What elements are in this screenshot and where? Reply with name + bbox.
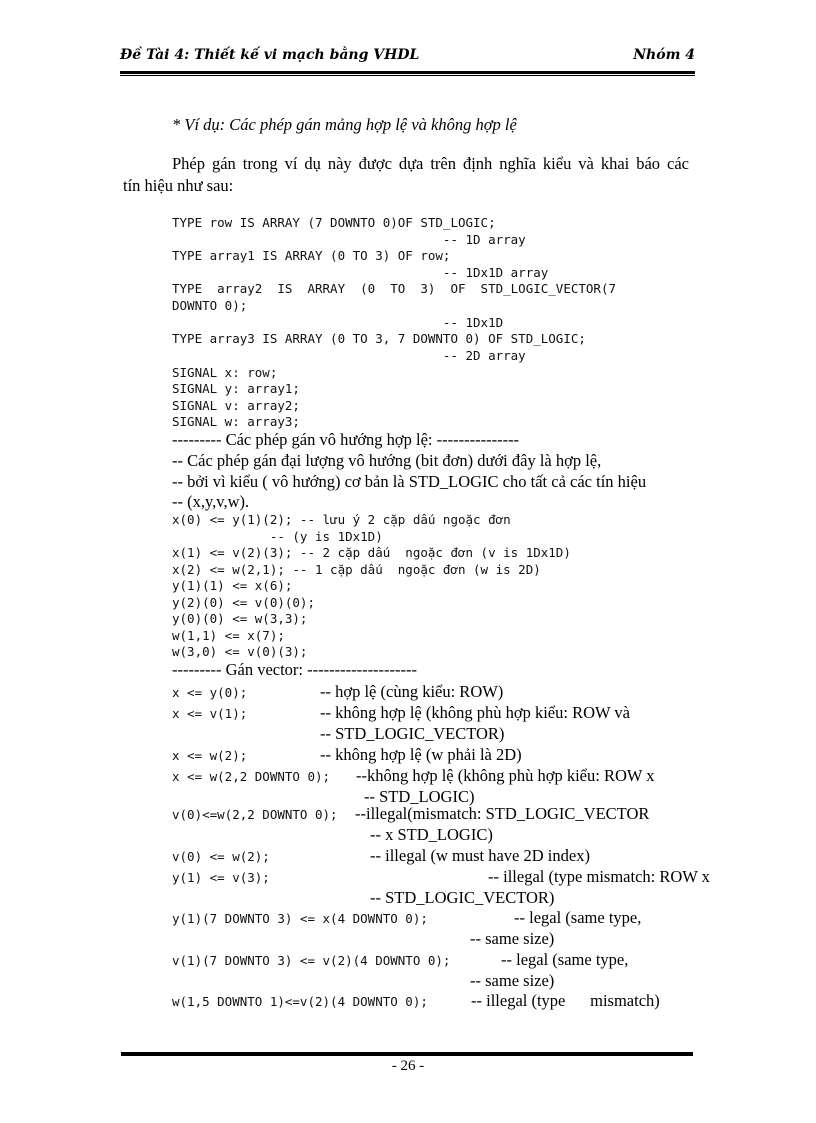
code-line: y(0)(0) <= w(3,3);	[172, 611, 308, 626]
code-line: x(1) <= v(2)(3); -- 2 cặp dấu ngoặc đơn (v is 1Dx1D)	[172, 545, 571, 560]
code-line: w(1,1) <= x(7);	[172, 628, 285, 643]
header-title: Đề Tài 4: Thiết kế vi mạch bằng VHDL	[120, 47, 420, 63]
code-line: TYPE row IS ARRAY (7 DOWNTO 0)OF STD_LOGIC;	[172, 215, 496, 230]
code-line: v(1)(7 DOWNTO 3) <= v(2)(4 DOWNTO 0);	[172, 953, 451, 968]
comment-line: -- hợp lệ (cùng kiểu: ROW)	[320, 682, 504, 701]
code-line: TYPE array1 IS ARRAY (0 TO 3) OF row;	[172, 248, 451, 263]
comment-line: -- legal (same type,	[514, 908, 642, 927]
code-line: v(0) <= w(2);	[172, 849, 270, 864]
comment-line: -- không hợp lệ (w phải là 2D)	[320, 745, 522, 764]
code-line: -- 2D array	[172, 348, 526, 363]
comment-line: -- x STD_LOGIC)	[370, 825, 493, 844]
code-line: y(1) <= v(3);	[172, 870, 270, 885]
comment-line: --không hợp lệ (không phù hợp kiểu: ROW x	[356, 766, 655, 785]
code-line: x(0) <= y(1)(2); -- lưu ý 2 cặp dấu ngoặc đơn	[172, 512, 511, 527]
code-line: v(0)<=w(2,2 DOWNTO 0);	[172, 807, 338, 822]
scalar-section-heading: --------- Các phép gán vô hướng hợp lệ: ---------------	[172, 430, 520, 449]
code-line: SIGNAL v: array2;	[172, 398, 300, 413]
code-line: w(3,0) <= v(0)(3);	[172, 644, 308, 659]
comment-line: -- same size)	[470, 971, 555, 990]
code-line: w(1,5 DOWNTO 1)<=v(2)(4 DOWNTO 0);	[172, 994, 428, 1009]
code-line: -- 1Dx1D	[172, 315, 504, 330]
code-line: x <= w(2);	[172, 748, 248, 763]
comment-line: -- STD_LOGIC_VECTOR)	[370, 888, 555, 907]
comment-line: -- illegal (w must have 2D index)	[370, 846, 590, 865]
intro-line-1: Phép gán trong ví dụ này được dựa trên định nghĩa kiểu và khai báo các	[172, 154, 689, 173]
code-line: x <= w(2,2 DOWNTO 0);	[172, 769, 331, 784]
intro-line-2: tín hiệu như sau:	[123, 176, 234, 195]
comment-line: -- STD_LOGIC)	[364, 787, 475, 806]
code-line: y(1)(1) <= x(6);	[172, 578, 293, 593]
code-line: -- (y is 1Dx1D)	[172, 529, 383, 544]
code-line: x <= v(1);	[172, 706, 248, 721]
comment-line: -- legal (same type,	[501, 950, 629, 969]
comment-line: -- same size)	[470, 929, 555, 948]
code-line: SIGNAL w: array3;	[172, 414, 300, 429]
code-line: x <= y(0);	[172, 685, 248, 700]
vector-section-heading: --------- Gán vector: --------------------	[172, 660, 418, 679]
code-line: x(2) <= w(2,1); -- 1 cặp dấu ngoặc đơn (w is 2D)	[172, 562, 541, 577]
comment-line: -- (x,y,v,w).	[172, 492, 250, 511]
code-line: DOWNTO 0);	[172, 298, 248, 313]
code-line: SIGNAL x: row;	[172, 365, 278, 380]
page-number: - 26 -	[391, 1058, 425, 1074]
comment-line: -- không hợp lệ (không phù hợp kiểu: ROW và	[320, 703, 630, 722]
footer-rule	[121, 1052, 693, 1056]
comment-line: -- bởi vì kiểu ( vô hướng) cơ bản là STD_LOGIC cho tất cả các tín hiệu	[172, 472, 647, 491]
comment-line: -- Các phép gán đại lượng vô hướng (bit đơn) dưới đây là hợp lệ,	[172, 451, 602, 470]
code-line: -- 1Dx1D array	[172, 265, 549, 280]
code-line: y(1)(7 DOWNTO 3) <= x(4 DOWNTO 0);	[172, 911, 428, 926]
code-line: -- 1D array	[172, 232, 526, 247]
example-heading: * Ví dụ: Các phép gán mảng hợp lệ và không hợp lệ	[172, 115, 517, 134]
comment-line: -- illegal (type mismatch: ROW x	[488, 867, 710, 886]
comment-line: -- illegal (type mismatch)	[471, 991, 660, 1010]
comment-line: --illegal(mismatch: STD_LOGIC_VECTOR	[355, 804, 650, 823]
header-group: Nhóm 4	[633, 47, 695, 63]
code-line: TYPE array2 IS ARRAY (0 TO 3) OF STD_LOGIC_VECTOR(7	[172, 281, 617, 296]
comment-line: -- STD_LOGIC_VECTOR)	[320, 724, 505, 743]
code-line: y(2)(0) <= v(0)(0);	[172, 595, 315, 610]
code-line: TYPE array3 IS ARRAY (0 TO 3, 7 DOWNTO 0) OF STD_LOGIC;	[172, 331, 586, 346]
code-line: SIGNAL y: array1;	[172, 381, 300, 396]
